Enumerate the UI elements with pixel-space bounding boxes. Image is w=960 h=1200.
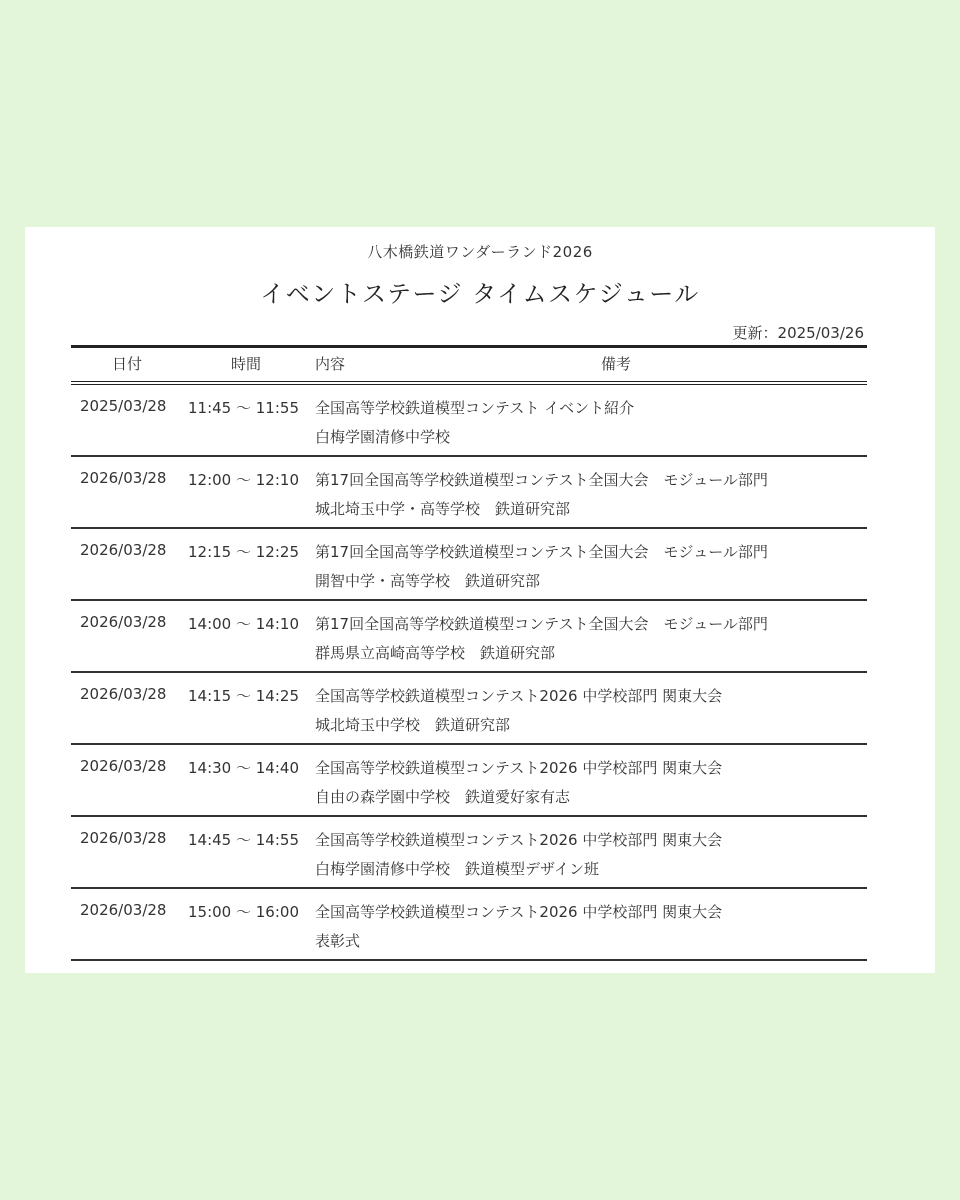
table-row — [71, 457, 867, 529]
row-performer: 自由の森学園中学校 鉄道愛好家有志 — [315, 788, 571, 806]
row-date: 2026/03/28 — [80, 469, 167, 487]
table-row — [71, 673, 867, 745]
row-performer: 開智中学・高等学校 鉄道研究部 — [315, 572, 541, 590]
column-header-notes: 備考 — [601, 355, 632, 373]
column-header-content: 内容 — [315, 355, 346, 373]
table-row — [71, 889, 867, 961]
row-event: 全国高等学校鉄道模型コンテスト2026 中学校部門 関東大会 — [315, 687, 723, 705]
row-performer: 城北埼玉中学校 鉄道研究部 — [315, 716, 511, 734]
row-date: 2026/03/28 — [80, 901, 167, 919]
table-row — [71, 385, 867, 457]
row-event: 全国高等学校鉄道模型コンテスト イベント紹介 — [315, 399, 635, 417]
column-header-time: 時間 — [231, 355, 262, 373]
row-event: 全国高等学校鉄道模型コンテスト2026 中学校部門 関東大会 — [315, 759, 723, 777]
row-time: 14:30 〜 14:40 — [188, 759, 299, 777]
row-time: 12:15 〜 12:25 — [188, 543, 299, 561]
row-date: 2025/03/28 — [80, 397, 167, 415]
row-date: 2026/03/28 — [80, 541, 167, 559]
event-subtitle: 八木橋鉄道ワンダーランド2026 — [367, 243, 593, 261]
row-time: 12:00 〜 12:10 — [188, 471, 299, 489]
table-row — [71, 529, 867, 601]
row-performer: 表彰式 — [315, 932, 361, 950]
row-date: 2026/03/28 — [80, 685, 167, 703]
updated-date: 更新：2025/03/26 — [732, 324, 864, 342]
schedule-table — [71, 345, 867, 961]
row-event: 全国高等学校鉄道模型コンテスト2026 中学校部門 関東大会 — [315, 903, 723, 921]
table-row — [71, 745, 867, 817]
row-event: 第17回全国高等学校鉄道模型コンテスト全国大会 モジュール部門 — [315, 471, 768, 489]
row-performer: 群馬県立高崎高等学校 鉄道研究部 — [315, 644, 556, 662]
row-event: 第17回全国高等学校鉄道模型コンテスト全国大会 モジュール部門 — [315, 615, 768, 633]
row-performer: 城北埼玉中学・高等学校 鉄道研究部 — [315, 500, 571, 518]
row-time: 14:45 〜 14:55 — [188, 831, 299, 849]
page-title: イベントステージ タイムスケジュール — [260, 280, 700, 308]
table-row — [71, 601, 867, 673]
row-event: 全国高等学校鉄道模型コンテスト2026 中学校部門 関東大会 — [315, 831, 723, 849]
table-row — [71, 817, 867, 889]
row-time: 11:45 〜 11:55 — [188, 399, 299, 417]
table-header — [71, 345, 867, 385]
schedule-sheet — [25, 227, 935, 973]
row-time: 14:15 〜 14:25 — [188, 687, 299, 705]
row-performer: 白梅学園清修中学校 鉄道模型デザイン班 — [315, 860, 599, 878]
row-date: 2026/03/28 — [80, 829, 167, 847]
row-date: 2026/03/28 — [80, 613, 167, 631]
row-date: 2026/03/28 — [80, 757, 167, 775]
row-time: 14:00 〜 14:10 — [188, 615, 299, 633]
row-performer: 白梅学園清修中学校 — [315, 428, 451, 446]
column-header-date: 日付 — [112, 355, 143, 373]
row-event: 第17回全国高等学校鉄道模型コンテスト全国大会 モジュール部門 — [315, 543, 768, 561]
row-time: 15:00 〜 16:00 — [188, 903, 299, 921]
